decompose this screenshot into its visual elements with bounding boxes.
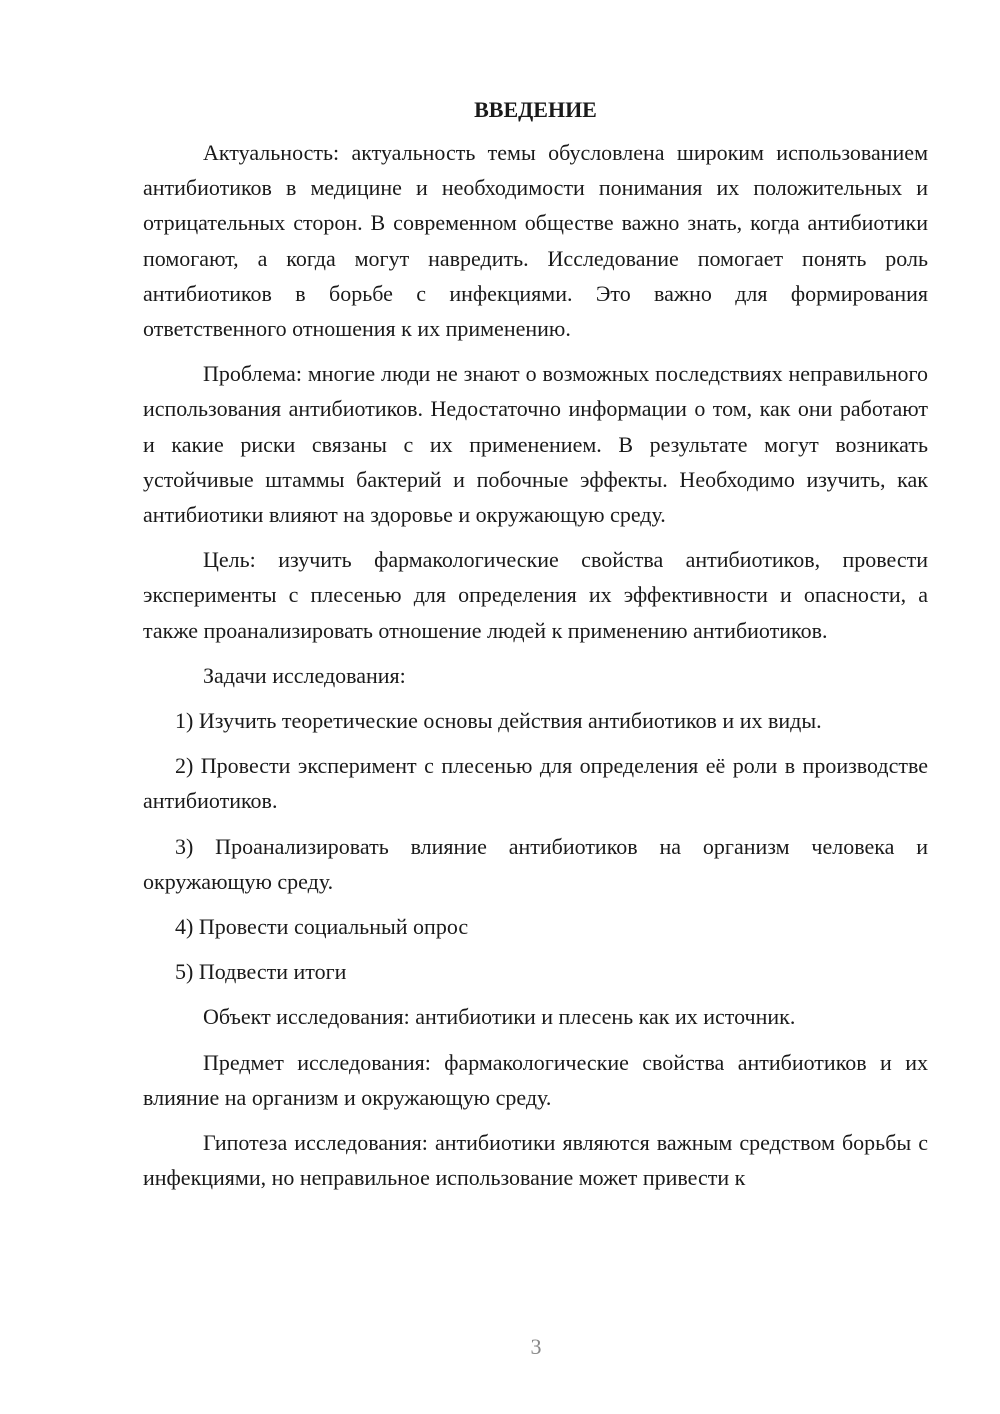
task-item: 1) Изучить теоретические основы действия антибиотиков и их виды. — [175, 708, 822, 734]
tasks-title: Задачи исследования: — [203, 662, 406, 688]
task-item: 2) Провести эксперимент с плесенью для определения её роли в производстве антибиотиков. — [143, 753, 928, 814]
task-item: 3) Проанализировать влияние антибиотиков на организм человека и окружающую среду. — [143, 833, 928, 894]
goal-paragraph: Цель: изучить фармакологические свойства антибиотиков, провести эксперименты с плесенью для определения их эффективности и опасности, а также проанализировать отношение людей к применению антибиотиков. — [143, 547, 928, 643]
task-item: 5) Подвести итоги — [175, 959, 347, 985]
object-paragraph: Объект исследования: антибиотики и плесень как их источник. — [203, 1004, 796, 1030]
page-body — [143, 95, 928, 1195]
section-heading: ВВЕДЕНИЕ — [474, 97, 597, 122]
task-item: 4) Провести социальный опрос — [175, 914, 469, 940]
hypothesis-paragraph: Гипотеза исследования: антибиотики являются важным средством борьбы с инфекциями, но неправильное использование может привести к — [143, 1130, 928, 1191]
relevance-paragraph: Актуальность: актуальность темы обусловлена широким использованием антибиотиков в медицине и необходимости понимания их положительных и отрицательных сторон. В современном обществе важно знать, когда антибиотики помогают, а когда могут навредить. Исследование помогает понять роль антибиотиков в борьбе с инфекциями. Это важно для формирования ответственного отношения к их применению. — [143, 140, 928, 342]
page-number: 3 — [530, 1334, 542, 1359]
subject-paragraph: Предмет исследования: фармакологические свойства антибиотиков и их влияние на организм и окружающую среду. — [143, 1049, 928, 1110]
problem-paragraph: Проблема: многие люди не знают о возможных последствиях неправильного использования антибиотиков. Недостаточно информации о том, как они работают и какие риски связаны с их применением. В результате могут возникать устойчивые штаммы бактерий и побочные эффекты. Необходимо изучить, как антибиотики влияют на здоровье и окружающую среду. — [143, 361, 928, 528]
